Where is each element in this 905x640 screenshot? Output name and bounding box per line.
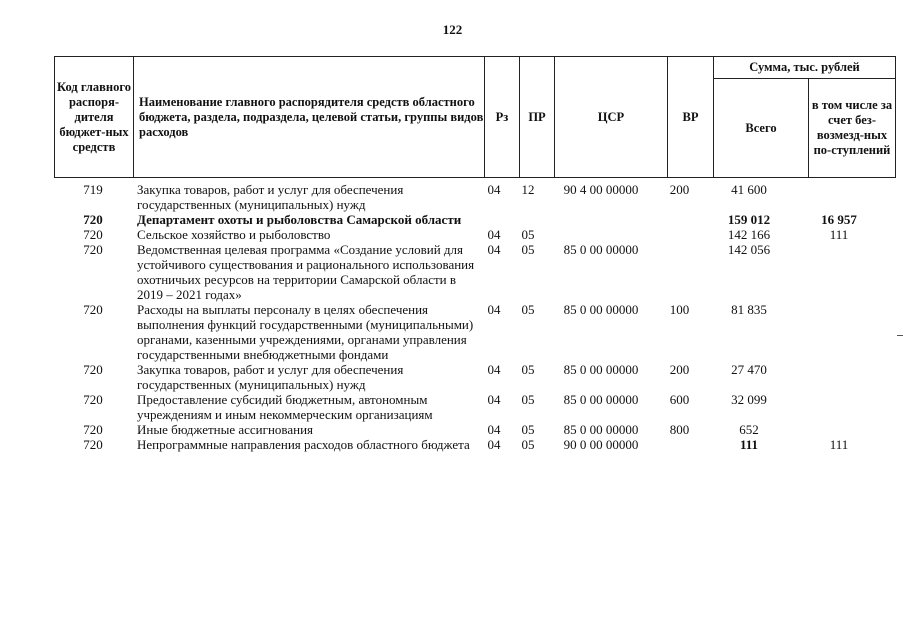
cell-vr: 100 [669,302,690,317]
cell-rz: 04 [487,182,501,197]
cell-rz: 04 [487,242,501,257]
cell-csr: 85 0 00 00000 [563,362,639,377]
table-row [54,437,882,452]
cell-pr: 05 [521,362,535,377]
header-pr: ПР [520,57,555,178]
cell-code: 720 [83,422,103,437]
cell-pr: 05 [521,242,535,257]
header-code: Код главного распоря-дителя бюджет-ных средств [55,57,134,178]
cell-csr: 85 0 00 00000 [563,242,639,257]
cell-total: 41 600 [731,182,767,197]
cell-total: 142 056 [727,242,771,257]
cell-vr [657,242,702,302]
cell-rz: 04 [487,392,501,407]
margin-mark [897,335,903,336]
cell-free [796,182,882,212]
cell-name: Непрограммные направления расходов областного бюджета [137,437,470,452]
table-row [54,227,882,242]
cell-pr: 05 [521,422,535,437]
header-total: Всего [714,79,809,178]
table-row [54,392,882,422]
cell-name: Закупка товаров, работ и услуг для обеспечения государственных (муниципальных) нужд [137,362,404,392]
table-row [54,362,882,392]
cell-vr: 800 [669,422,690,437]
cell-rz: 04 [487,422,501,437]
cell-name: Предоставление субсидий бюджетным, автономным учреждениям и иным некоммерческим организациям [137,392,433,422]
cell-name: Сельское хозяйство и рыболовство [137,227,331,242]
cell-free [796,362,882,392]
table-row [54,302,882,362]
table-row [54,422,882,437]
cell-pr: 05 [521,227,535,242]
cell-rz: 04 [487,362,501,377]
cell-free [796,392,882,422]
table-row [54,182,882,212]
header-name: Наименование главного распорядителя средств областного бюджета, раздела, подраздела, целевой статьи, группы видов расходов [134,57,485,178]
cell-total: 27 470 [731,362,767,377]
cell-code: 720 [83,212,103,227]
table-row [54,212,882,227]
cell-total: 142 166 [727,227,771,242]
cell-name: Департамент охоты и рыболовства Самарской области [137,212,462,227]
table-header [54,56,896,178]
cell-free: 16 957 [821,212,857,227]
header-sum: Сумма, тыс. рублей [714,57,896,79]
cell-pr: 05 [521,302,535,317]
cell-pr [511,212,545,227]
cell-csr: 85 0 00 00000 [563,392,639,407]
cell-vr: 200 [669,182,690,197]
cell-pr: 12 [521,182,535,197]
cell-csr: 90 4 00 00000 [563,182,639,197]
cell-vr [657,212,702,227]
cell-code: 720 [83,437,103,452]
header-free: в том числе за счет без-возмезд-ных по-ступлений [809,79,896,178]
cell-name: Иные бюджетные ассигнования [137,422,314,437]
cell-code: 720 [83,242,103,257]
cell-pr: 05 [521,392,535,407]
cell-free [796,242,882,302]
cell-code: 719 [83,182,103,197]
cell-total: 159 012 [727,212,771,227]
cell-code: 720 [83,227,103,242]
cell-name: Закупка товаров, работ и услуг для обеспечения государственных (муниципальных) нужд [137,182,404,212]
cell-code: 720 [83,302,103,317]
cell-vr: 600 [669,392,690,407]
cell-total: 81 835 [731,302,767,317]
cell-rz: 04 [487,302,501,317]
cell-csr: 85 0 00 00000 [563,302,639,317]
cell-name: Ведомственная целевая программа «Создание условий для устойчивого существования и рационального использования охотничьих ресурсов на территории Самарской области в 2019 – 2021 годах» [137,242,475,302]
cell-vr [657,437,702,452]
header-csr: ЦСР [555,57,668,178]
cell-code: 720 [83,392,103,407]
cell-rz [477,212,511,227]
cell-csr [545,227,657,242]
cell-free: 111 [829,227,849,242]
cell-free [796,302,882,362]
header-vr: ВР [668,57,714,178]
cell-free [796,422,882,437]
cell-vr: 200 [669,362,690,377]
cell-total: 652 [739,422,759,437]
cell-total: 32 099 [731,392,767,407]
cell-total: 111 [739,437,759,452]
cell-name: Расходы на выплаты персоналу в целях обеспечения выполнения функций государственными (муниципальными) органами, казенными учреждениями, органами управления государственными внебюджетными фондами [137,302,474,362]
page-number: 122 [442,22,463,37]
cell-pr: 05 [521,437,535,452]
cell-rz: 04 [487,227,501,242]
cell-csr [545,212,657,227]
cell-vr [657,227,702,242]
cell-code: 720 [83,362,103,377]
cell-csr: 85 0 00 00000 [563,422,639,437]
cell-free: 111 [829,437,849,452]
cell-rz: 04 [487,437,501,452]
header-rz: Рз [485,57,520,178]
table-body [54,182,882,452]
table-row [54,242,882,302]
cell-csr: 90 0 00 00000 [563,437,639,452]
